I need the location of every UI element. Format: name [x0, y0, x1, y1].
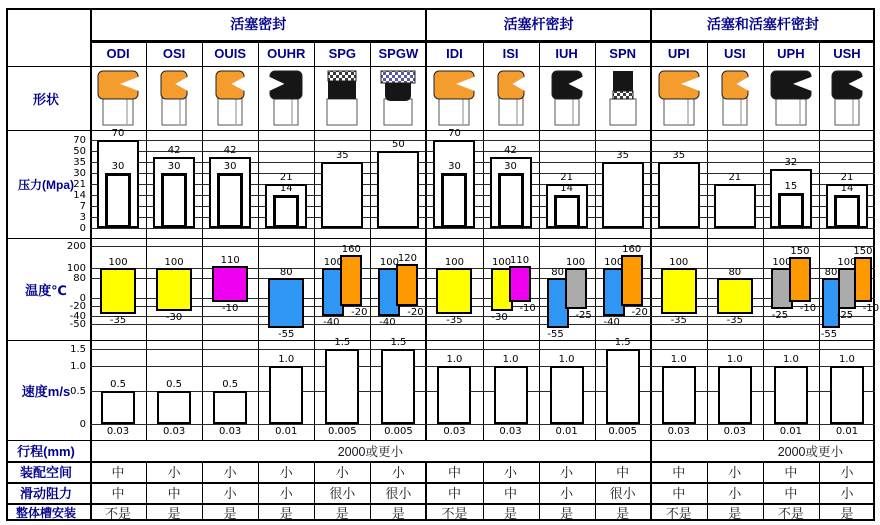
pressure-bar-inner-IUH	[554, 195, 580, 228]
pressure-grid-line	[90, 140, 875, 141]
temperature-bar-top-label: 110	[509, 254, 530, 266]
speed-bar-max-label: 1.0	[726, 354, 743, 365]
seal-profile-icon-OSI	[150, 69, 198, 132]
group-header: 活塞和活塞杆密封	[706, 16, 819, 32]
cell-sliding-resistance-OUIS: 小	[223, 486, 237, 501]
pressure-bar-inner-OUIS	[217, 173, 243, 228]
pressure-tick-30: 30	[73, 168, 86, 179]
row-label-shape: 形状	[32, 91, 59, 107]
cell-groove-install-USH: 是	[840, 505, 854, 521]
temperature-bar-OSI-0	[156, 268, 192, 311]
cell-sliding-resistance-SPG: 很小	[329, 486, 356, 501]
column-divider	[202, 40, 203, 440]
column-header-USH: USH	[833, 45, 861, 61]
temperature-bar-bottom-label: -25	[771, 309, 789, 321]
column-header-SPGW: SPGW	[378, 45, 419, 61]
cell-assembly-space-OUIS: 小	[223, 465, 237, 480]
column-divider	[146, 40, 147, 440]
pressure-grid-line	[90, 162, 875, 163]
speed-bar-SPN	[606, 349, 640, 424]
temperature-bar-bottom-label: -40	[603, 317, 620, 328]
temperature-bar-top-label: 80	[279, 267, 293, 278]
pressure-bar-label: 30	[223, 161, 237, 172]
temperature-bar-bottom-label: -10	[222, 303, 239, 314]
speed-bar-OUHR	[269, 366, 303, 424]
row-divider	[6, 66, 875, 67]
temperature-tick-0: 0	[79, 293, 86, 304]
seal-profile-icon-SPN	[599, 69, 647, 132]
speed-tick-1.5: 1.5	[70, 344, 86, 355]
cell-sliding-resistance-USI: 小	[728, 486, 742, 501]
cell-sliding-resistance-ISI: 中	[504, 486, 518, 501]
pressure-bar-label: 35	[335, 150, 349, 161]
pressure-bar-label: 42	[223, 144, 237, 156]
temperature-bar-ODI-0	[100, 268, 136, 314]
speed-tick-0.5: 0.5	[70, 386, 86, 397]
cell-sliding-resistance-UPI: 中	[672, 486, 686, 501]
speed-bar-min-label: 0.01	[555, 426, 578, 437]
pressure-bar-outer-USI	[714, 184, 756, 228]
column-divider	[763, 40, 764, 440]
seal-profile-icon-SPG	[318, 69, 366, 132]
temperature-bar-top-label: 80	[551, 267, 564, 278]
temperature-bar-bottom-label: -35	[726, 314, 743, 326]
cell-assembly-space-UPH: 中	[784, 465, 798, 480]
temperature-tick--40: -40	[69, 311, 86, 322]
speed-bar-SPGW	[381, 349, 415, 424]
temperature-bar-bottom-label: -10	[519, 303, 536, 314]
cell-assembly-space-IDI: 中	[447, 465, 461, 480]
speed-bar-max-label: 1.5	[614, 337, 631, 348]
column-divider	[314, 40, 315, 440]
temperature-bar-top-label: 100	[108, 257, 128, 268]
speed-bar-min-label: 0.03	[219, 426, 242, 437]
pressure-grid-line	[90, 195, 875, 196]
cell-assembly-space-USH: 小	[840, 465, 854, 480]
temperature-grid-line	[90, 268, 875, 269]
temperature-bar-bottom-label: -40	[379, 317, 396, 328]
temperature-bar-bottom-label: -30	[165, 312, 183, 323]
speed-bar-min-label: 0.01	[275, 426, 298, 437]
temperature-bar-USI-0	[717, 278, 753, 314]
temperature-bar-top-label: 110	[220, 254, 240, 266]
temperature-tick-200: 200	[66, 241, 86, 252]
column-divider	[819, 40, 820, 440]
speed-bar-max-label: 1.5	[334, 337, 351, 348]
cell-assembly-space-SPN: 中	[616, 465, 630, 480]
speed-bar-min-label: 0.005	[384, 426, 413, 437]
speed-bar-min-label: 0.03	[162, 426, 186, 437]
pressure-grid-line	[90, 173, 875, 174]
pressure-bar-label: 15	[784, 181, 798, 193]
pressure-bar-label: 30	[448, 161, 461, 172]
temperature-bar-top-label: 100	[379, 257, 399, 268]
temperature-bar-bottom-label: -55	[820, 329, 838, 340]
cell-assembly-space-IUH: 小	[560, 465, 574, 480]
cell-assembly-space-USI: 小	[728, 465, 742, 480]
temperature-bar-OUIS-0	[212, 266, 248, 302]
pressure-bar-label: 14	[840, 183, 854, 194]
speed-bar-ISI	[494, 366, 528, 424]
temperature-bar-top-label: 100	[772, 257, 792, 268]
cell-groove-install-OUIS: 是	[223, 505, 237, 521]
pressure-bar-label: 30	[111, 161, 125, 172]
temperature-grid-line	[90, 298, 875, 299]
speed-bar-ODI	[101, 391, 135, 424]
pressure-grid-line	[90, 206, 875, 207]
column-header-ISI: ISI	[502, 45, 519, 61]
speed-bar-min-label: 0.03	[667, 426, 690, 437]
column-divider	[258, 40, 259, 440]
pressure-bar-inner-ISI	[498, 173, 524, 228]
temperature-bar-bottom-label: -35	[446, 314, 463, 326]
temperature-bar-bottom-label: -55	[278, 329, 295, 340]
cell-groove-install-IUH: 是	[560, 505, 574, 521]
speed-bar-min-label: 0.03	[106, 426, 130, 437]
temperature-bar-top-label: 100	[566, 257, 586, 268]
cell-assembly-space-OSI: 小	[167, 465, 181, 480]
temperature-bar-top-label: 100	[604, 257, 624, 268]
temperature-bar-bottom-label: -35	[670, 314, 687, 326]
speed-bar-min-label: 0.01	[835, 426, 859, 437]
speed-bar-min-label: 0.03	[499, 426, 522, 437]
cell-sliding-resistance-SPN: 很小	[609, 486, 636, 501]
speed-grid-line	[90, 349, 875, 350]
temperature-bar-bottom-label: -30	[491, 312, 508, 323]
temperature-bar-bottom-label: -20	[351, 307, 368, 318]
group-divider	[425, 8, 427, 440]
pressure-bar-outer-UPI	[658, 162, 700, 228]
speed-grid-line	[90, 391, 875, 392]
pressure-grid-line	[90, 217, 875, 218]
cell-assembly-space-SPGW: 小	[391, 465, 405, 480]
pressure-bar-inner-OUHR	[273, 195, 299, 228]
pressure-tick-50: 50	[73, 146, 86, 157]
pressure-bar-label: 30	[167, 161, 181, 172]
pressure-bar-label: 14	[279, 183, 293, 194]
pressure-bar-inner-IDI	[441, 173, 467, 228]
cell-assembly-space-ISI: 小	[504, 465, 518, 480]
pressure-bar-inner-OSI	[161, 173, 187, 228]
seal-profile-icon-USI	[711, 69, 759, 132]
seal-profile-icon-UPI	[655, 69, 703, 132]
seal-profile-icon-ODI	[94, 69, 142, 132]
speed-bar-max-label: 1.0	[782, 354, 799, 365]
cell-groove-install-OSI: 是	[167, 505, 181, 521]
cell-groove-install-SPG: 是	[335, 505, 349, 521]
pressure-tick-0: 0	[79, 223, 86, 234]
seal-profile-icon-ISI	[487, 69, 535, 132]
pressure-bar-label: 21	[840, 172, 854, 183]
cell-sliding-resistance-USH: 小	[840, 486, 854, 501]
column-divider	[539, 40, 540, 440]
speed-bar-SPG	[325, 349, 359, 424]
seal-profile-icon-USH	[823, 69, 871, 132]
speed-bar-IDI	[437, 366, 471, 424]
column-header-OSI: OSI	[162, 45, 186, 61]
cell-sliding-resistance-IDI: 中	[447, 486, 461, 501]
speed-bar-USI	[718, 366, 752, 424]
temperature-bar-top-label: 120	[397, 252, 417, 264]
pressure-bar-outer-SPGW	[377, 151, 419, 228]
speed-bar-max-label: 1.5	[390, 337, 407, 348]
column-divider	[595, 40, 596, 440]
pressure-tick-7: 7	[79, 201, 86, 212]
seal-profile-icon-UPH	[767, 69, 815, 132]
temperature-bar-bottom-label: -40	[323, 317, 340, 328]
cell-sliding-resistance-OSI: 中	[167, 486, 181, 501]
speed-bar-IUH	[550, 366, 584, 424]
pressure-bar-label: 35	[672, 150, 686, 161]
cell-groove-install-OUHR: 是	[279, 505, 293, 521]
temperature-bar-bottom-label: -25	[575, 309, 592, 321]
speed-bar-min-label: 0.005	[327, 426, 357, 437]
temperature-bar-bottom-label: -10	[799, 303, 817, 314]
column-header-UPI: UPI	[667, 45, 690, 61]
pressure-bar-inner-ODI	[105, 173, 131, 228]
speed-bar-min-label: 0.03	[443, 426, 466, 437]
temperature-bar-top-label: 80	[824, 267, 838, 278]
cell-assembly-space-SPG: 小	[335, 465, 349, 480]
cell-groove-install-USI: 是	[728, 505, 742, 521]
pressure-tick-14: 14	[73, 190, 86, 201]
row-label-groove: 整体槽安装	[15, 505, 76, 520]
speed-grid-line	[90, 366, 875, 367]
speed-bar-OUIS	[213, 391, 247, 424]
seal-profile-icon-OUHR	[262, 69, 310, 132]
cell-groove-install-ISI: 是	[504, 505, 518, 521]
temperature-bar-bottom-label: -25	[836, 309, 854, 321]
temperature-tick-100: 100	[66, 263, 86, 274]
row-label-friction: 滑动阻力	[19, 486, 72, 501]
pressure-bar-label: 42	[504, 144, 517, 156]
speed-bar-max-label: 1.0	[446, 354, 463, 365]
pressure-bar-label: 70	[448, 128, 461, 139]
temperature-grid-line	[90, 246, 875, 247]
row-divider	[6, 340, 875, 341]
group-header: 活塞密封	[230, 16, 287, 32]
temperature-bar-bottom-label: -35	[109, 314, 127, 326]
column-divider	[707, 40, 708, 440]
temperature-bar-SPGW-1	[396, 264, 418, 306]
temperature-tick--50: -50	[69, 319, 86, 330]
pressure-bar-label: 50	[392, 139, 405, 150]
temperature-grid-line	[90, 306, 875, 307]
speed-tick-0: 0	[79, 419, 86, 430]
temperature-bar-bottom-label: -55	[547, 329, 564, 340]
temperature-bar-top-label: 100	[444, 257, 464, 268]
pressure-grid-line	[90, 228, 875, 229]
temperature-bar-ISI-1	[509, 266, 531, 302]
speed-grid-line	[90, 424, 875, 425]
row-divider	[6, 238, 875, 239]
speed-bar-max-label: 1.0	[502, 354, 519, 365]
speed-bar-max-label: 1.0	[558, 354, 575, 365]
pressure-tick-21: 21	[73, 179, 86, 190]
cell-sliding-resistance-SPGW: 很小	[385, 486, 412, 501]
temperature-bar-top-label: 160	[341, 243, 361, 255]
stroke-cell-left: 2000或更小	[337, 444, 403, 459]
seal-profile-icon-IUH	[543, 69, 591, 132]
pressure-bar-label: 30	[504, 161, 517, 172]
cell-groove-install-IDI: 不是	[441, 505, 468, 521]
pressure-grid-line	[90, 151, 875, 152]
pressure-tick-70: 70	[73, 135, 86, 146]
cell-sliding-resistance-UPH: 中	[784, 486, 798, 501]
column-header-IUH: IUH	[555, 45, 578, 61]
speed-bar-max-label: 0.5	[166, 379, 183, 390]
pressure-bar-label: 35	[616, 150, 630, 161]
column-header-OUHR: OUHR	[267, 45, 306, 61]
column-divider	[370, 40, 371, 440]
temperature-grid-line	[90, 278, 875, 279]
speed-bar-UPH	[774, 366, 808, 424]
temperature-bar-top-label: 100	[669, 257, 689, 268]
pressure-bar-inner-UPH	[778, 193, 804, 228]
pressure-bar-label: 70	[111, 128, 125, 139]
pressure-bar-label: 21	[279, 172, 293, 183]
row-label-space: 装配空间	[19, 465, 72, 480]
temperature-bar-top-label: 150	[790, 246, 810, 257]
temperature-bar-top-label: 100	[491, 257, 512, 268]
temperature-bar-top-label: 150	[853, 246, 873, 257]
speed-bar-UPI	[662, 366, 696, 424]
speed-tick-1.0: 1.0	[70, 361, 86, 372]
speed-bar-max-label: 0.5	[110, 379, 126, 390]
cell-sliding-resistance-OUHR: 小	[279, 486, 293, 501]
group-header: 活塞杆密封	[503, 16, 574, 32]
temperature-tick-80: 80	[73, 273, 86, 284]
temperature-bar-top-label: 100	[323, 257, 343, 268]
temperature-bar-bottom-label: -20	[631, 307, 648, 318]
column-header-UPH: UPH	[777, 45, 805, 61]
pressure-bar-label: 42	[167, 144, 181, 156]
speed-bar-min-label: 0.01	[779, 426, 803, 437]
pressure-tick-35: 35	[73, 157, 86, 168]
temperature-bar-top-label: 160	[622, 243, 642, 255]
temperature-bar-bottom-label: -20	[407, 307, 424, 318]
speed-bar-min-label: 0.005	[608, 426, 637, 437]
column-divider	[483, 40, 484, 440]
cell-groove-install-SPN: 是	[616, 505, 630, 521]
pressure-bar-outer-SPG	[321, 162, 363, 228]
cell-assembly-space-UPI: 中	[672, 465, 686, 480]
seal-profile-icon-IDI	[430, 69, 478, 132]
cell-groove-install-UPI: 不是	[665, 505, 692, 521]
seal-profile-icon-SPGW	[374, 69, 422, 132]
row-label-temperature: 温度℃	[25, 282, 67, 298]
temperature-bar-bottom-label: -10	[862, 303, 880, 314]
temperature-bar-top-label: 100	[164, 257, 184, 268]
temperature-bar-top-label: 100	[837, 257, 857, 268]
cell-assembly-space-OUHR: 小	[279, 465, 293, 480]
column-header-IDI: IDI	[446, 45, 463, 61]
cell-sliding-resistance-ODI: 中	[111, 486, 125, 501]
seal-profile-icon-OUIS	[206, 69, 254, 132]
speed-bar-max-label: 1.0	[670, 354, 687, 365]
speed-bar-OSI	[157, 391, 191, 424]
column-header-SPG: SPG	[328, 45, 357, 61]
stroke-cell-right: 2000或更小	[777, 444, 843, 459]
speed-bar-max-label: 1.0	[839, 354, 855, 365]
cell-assembly-space-ODI: 中	[111, 465, 125, 480]
temperature-bar-UPI-0	[661, 268, 697, 314]
temperature-bar-top-label: 80	[728, 267, 742, 278]
cell-groove-install-ODI: 不是	[105, 505, 132, 521]
pressure-bar-outer-SPN	[602, 162, 644, 228]
speed-bar-max-label: 0.5	[222, 379, 239, 390]
cell-groove-install-UPH: 不是	[777, 505, 804, 521]
pressure-bar-label: 21	[728, 172, 742, 183]
temperature-tick--20: -20	[69, 301, 86, 312]
temperature-bar-OUHR-0	[268, 278, 304, 328]
speed-bar-USH	[830, 366, 864, 424]
temperature-grid-line	[90, 324, 875, 325]
temperature-bar-IDI-0	[436, 268, 472, 314]
pressure-bar-inner-USH	[834, 195, 860, 228]
speed-bar-max-label: 1.0	[278, 354, 295, 365]
row-label-speed: 速度m/s	[21, 383, 71, 399]
pressure-tick-3: 3	[79, 212, 86, 223]
pressure-bar-label: 14	[560, 183, 573, 194]
cell-sliding-resistance-IUH: 小	[560, 486, 574, 501]
pressure-grid-line	[90, 184, 875, 185]
column-header-ODI: ODI	[106, 45, 130, 61]
pressure-bar-label: 21	[560, 172, 573, 183]
row-label-stroke: 行程(mm)	[17, 444, 75, 459]
column-header-SPN: SPN	[609, 45, 637, 61]
cell-groove-install-SPGW: 是	[391, 505, 405, 521]
speed-bar-min-label: 0.03	[723, 426, 746, 437]
row-label-pressure: 压力(Mpa)	[18, 177, 74, 192]
pressure-bar-label: 32	[784, 156, 798, 168]
column-header-OUIS: OUIS	[214, 45, 247, 61]
column-header-USI: USI	[723, 45, 746, 61]
